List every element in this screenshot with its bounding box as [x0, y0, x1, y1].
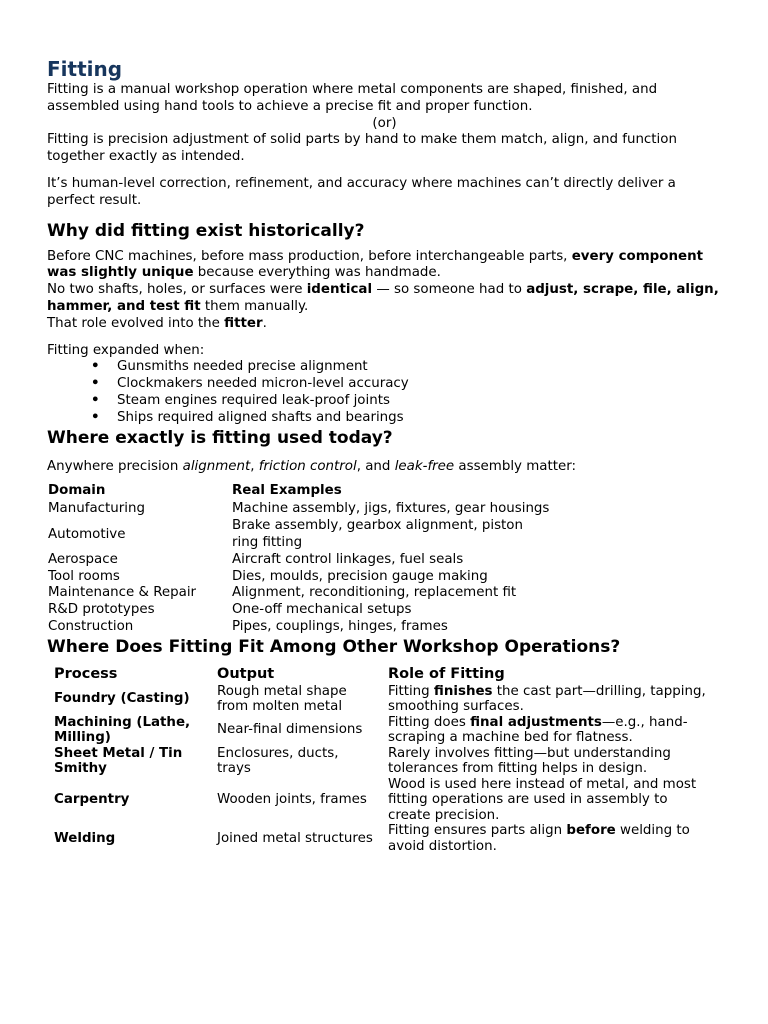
output-cell: Near-final dimensions [217, 722, 363, 738]
examples-cell: Aircraft control linkages, fuel seals [232, 551, 464, 567]
list-item: • Steam engines required leak-proof joints [91, 393, 722, 410]
examples-cell: Pipes, couplings, hinges, frames [232, 618, 448, 634]
table-row [47, 602, 553, 619]
table-row [47, 518, 553, 552]
role-cell: Fitting does final adjustments—e.g., hand-scraping a machine bed for flatness. [388, 714, 688, 746]
history-paragraph-1: Before CNC machines, before mass production, before interchangeable parts, every component was slightly unique because everything was handmade. [47, 248, 703, 281]
today-lead: Anywhere precision alignment, friction control, and leak-free assembly matter: [47, 458, 577, 474]
table-row [47, 823, 715, 854]
table-row [47, 552, 553, 569]
definition-3: It’s human-level correction, refinement, and accuracy where machines can’t directly deliver a perfect result. [47, 175, 676, 208]
domain-cell: Aerospace [48, 551, 118, 567]
output-cell: Wooden joints, frames [217, 792, 367, 808]
column-header-domain: Domain [48, 482, 106, 498]
page-title: Fitting [47, 57, 123, 81]
list-item: • Gunsmiths needed precise alignment [91, 359, 722, 376]
role-cell: Fitting finishes the cast part—drilling, tapping, smoothing surfaces. [388, 683, 706, 715]
history-paragraph-3: That role evolved into the fitter. [47, 315, 267, 331]
role-cell: Wood is used here instead of metal, and most fitting operations are used in assembly to create precision. [388, 776, 697, 823]
table-row [47, 501, 553, 518]
domain-cell: Tool rooms [48, 568, 120, 584]
expanded-intro: Fitting expanded when: [47, 342, 205, 358]
examples-cell: One-off mechanical setups [232, 602, 412, 618]
examples-cell: Alignment, reconditioning, replacement fit [232, 585, 517, 601]
examples-cell: Brake assembly, gearbox alignment, piston ring fitting [232, 518, 523, 550]
domain-cell: Automotive [48, 526, 126, 542]
process-cell: Sheet Metal / Tin Smithy [54, 745, 183, 777]
column-header-role: Role of Fitting [388, 666, 505, 683]
domain-cell: Construction [48, 618, 134, 634]
list-item: • Clockmakers needed micron-level accuracy [91, 376, 722, 393]
table-row [47, 569, 553, 586]
role-cell: Fitting ensures parts align before welding to avoid distortion. [388, 823, 690, 854]
table-row [47, 777, 715, 824]
history-heading: Why did fitting exist historically? [47, 220, 365, 241]
table-row [47, 684, 715, 715]
domain-cell: R&D prototypes [48, 602, 155, 618]
table-row [47, 715, 715, 746]
history-bullet-list [47, 359, 722, 426]
table-header-row [47, 666, 715, 684]
process-cell: Foundry (Casting) [54, 691, 190, 707]
output-cell: Rough metal shape from molten metal [217, 683, 347, 715]
workshop-table [47, 666, 715, 855]
column-header-output: Output [217, 666, 275, 683]
role-cell: Rarely involves fitting—but understanding tolerances from fitting helps in design. [388, 745, 671, 777]
process-cell: Carpentry [54, 792, 130, 808]
table-row [47, 746, 715, 777]
output-cell: Joined metal structures [217, 830, 373, 846]
today-heading: Where exactly is fitting used today? [47, 427, 393, 448]
column-header-process: Process [54, 666, 118, 683]
domain-cell: Manufacturing [48, 501, 145, 517]
process-cell: Welding [54, 830, 116, 846]
history-paragraph-2: No two shafts, holes, or surfaces were identical — so someone had to adjust, scrape, file, align, hammer, and test fit them manually. [47, 282, 719, 314]
domain-table [47, 481, 553, 635]
examples-cell: Dies, moulds, precision gauge making [232, 568, 488, 584]
definition-2: Fitting is precision adjustment of solid parts by hand to make them match, align, and function together exactly as intended. [47, 132, 677, 165]
column-header-examples: Real Examples [232, 482, 342, 498]
examples-cell: Machine assembly, jigs, fixtures, gear housings [232, 501, 550, 517]
process-cell: Machining (Lathe, Milling) [54, 714, 191, 746]
workshop-heading: Where Does Fitting Fit Among Other Workshop Operations? [47, 636, 621, 657]
table-row [47, 585, 553, 602]
output-cell: Enclosures, ducts, trays [217, 745, 339, 777]
list-item: • Ships required aligned shafts and bearings [91, 410, 722, 427]
table-row [47, 619, 553, 636]
definition-1: Fitting is a manual workshop operation where metal components are shaped, finished, and assembled using hand tools to achieve a precise fit and proper function. [47, 82, 658, 114]
table-header-row [47, 481, 553, 501]
or-separator: (or) [372, 115, 397, 131]
domain-cell: Maintenance & Repair [48, 585, 197, 601]
